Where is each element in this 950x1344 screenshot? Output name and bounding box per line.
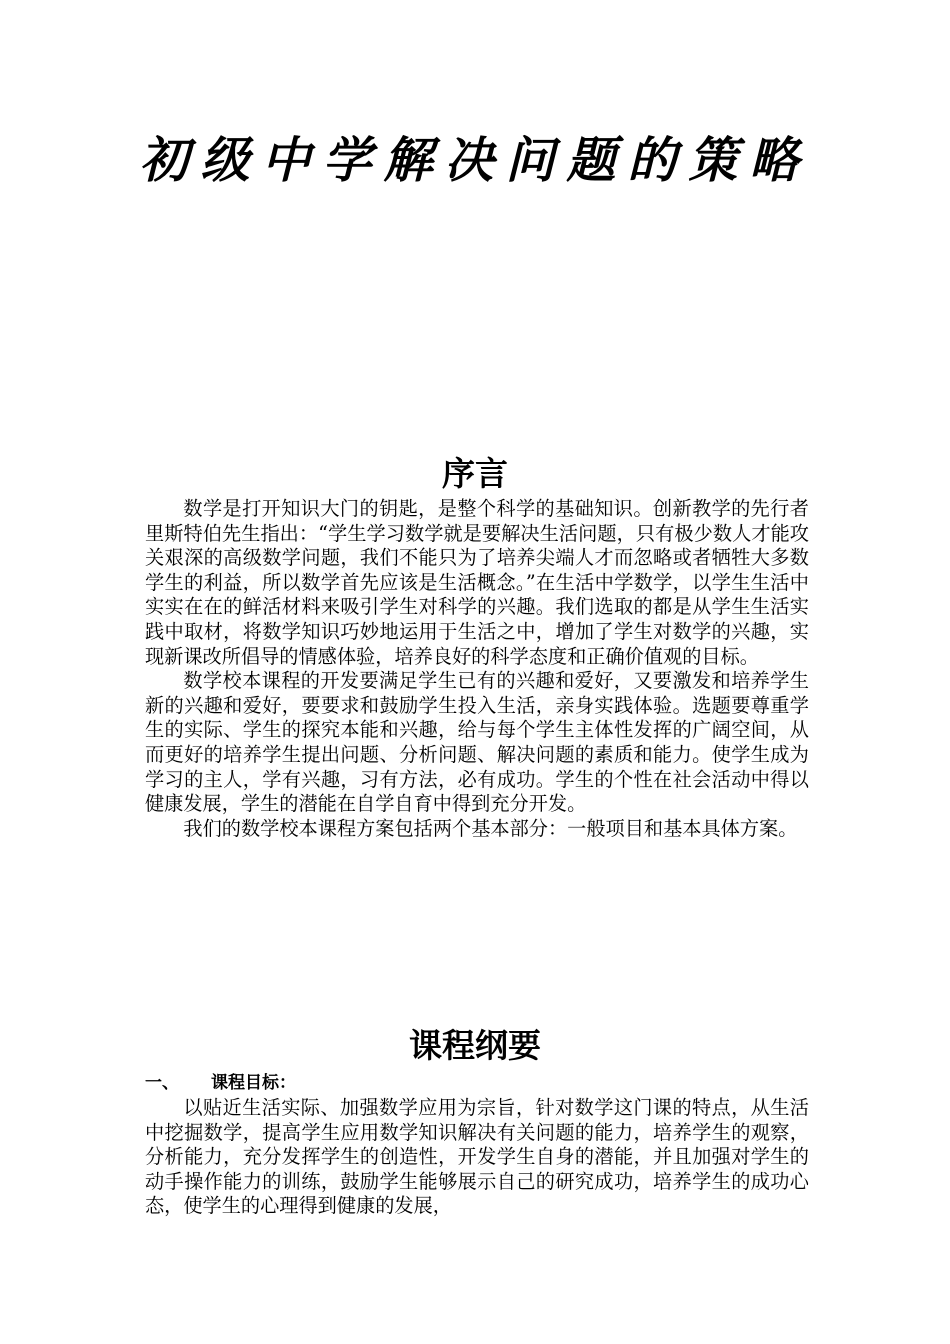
outline-heading: 课程纲要 [409,1026,541,1065]
preface-paragraph-1: 数学是打开知识大门的钥匙，是整个科学的基础知识。创新教学的先行者里斯特伯先生指出：“学生学习数学就是要解决生活问题，只有极少数人才能攻关艰深的高级数学问题，我们不能只为了培养尖端人才而忽略或者牺牲大多数学生的利益，所以数学首先应该是生活概念。”在生活中学数学，以学生生活中实实在在的鲜活材料来吸引学生对科学的兴趣。我们选取的都是从学生生活实践中取材，将数学知识巧妙地运用于生活之中，增加了学生对数学的兴趣，实现新课改所倡导的情感体验，培养良好的科学态度和正确价值观的目标。 [145,497,809,668]
preface-paragraph-3: 我们的数学校本课程方案包括两个基本部分：一般项目和基本具体方案。 [183,816,798,840]
preface-heading: 序言 [442,454,508,493]
outline-paragraph-1: 以贴近生活实际、加强数学应用为宗旨，针对数学这门课的特点，从生活中挖掘数学，提高学生应用数学知识解决有关问题的能力，培养学生的观察，分析能力，充分发挥学生的创造性，开发学生自身的潜能，并且加强对学生的动手操作能力的训练，鼓励学生能够展示自己的研究成功，培养学生的成功心态，使学生的心理得到健康的发展， [145,1096,809,1218]
outline-section-number: 一、 [145,1073,179,1093]
preface-paragraph-2: 数学校本课程的开发要满足学生已有的兴趣和爱好，又要激发和培养学生新的兴趣和爱好，要要求和鼓励学生投入生活，亲身实践体验。选题要尊重学生的实际、学生的探究本能和兴趣，给与每个学生主体性发挥的广阔空间，从而更好的培养学生提出问题、分析问题、解决问题的素质和能力。使学生成为学习的主人，学有兴趣，习有方法，必有成功。学生的个性在社会活动中得以健康发展，学生的潜能在自学自育中得到充分开发。 [145,669,809,816]
outline-subheading [145,1071,809,1095]
preface-body [145,497,809,841]
outline-section-title: 课程目标： [211,1073,296,1093]
outline-body [145,1096,809,1219]
document-title: 初级中学解决问题的策略 [139,131,811,189]
